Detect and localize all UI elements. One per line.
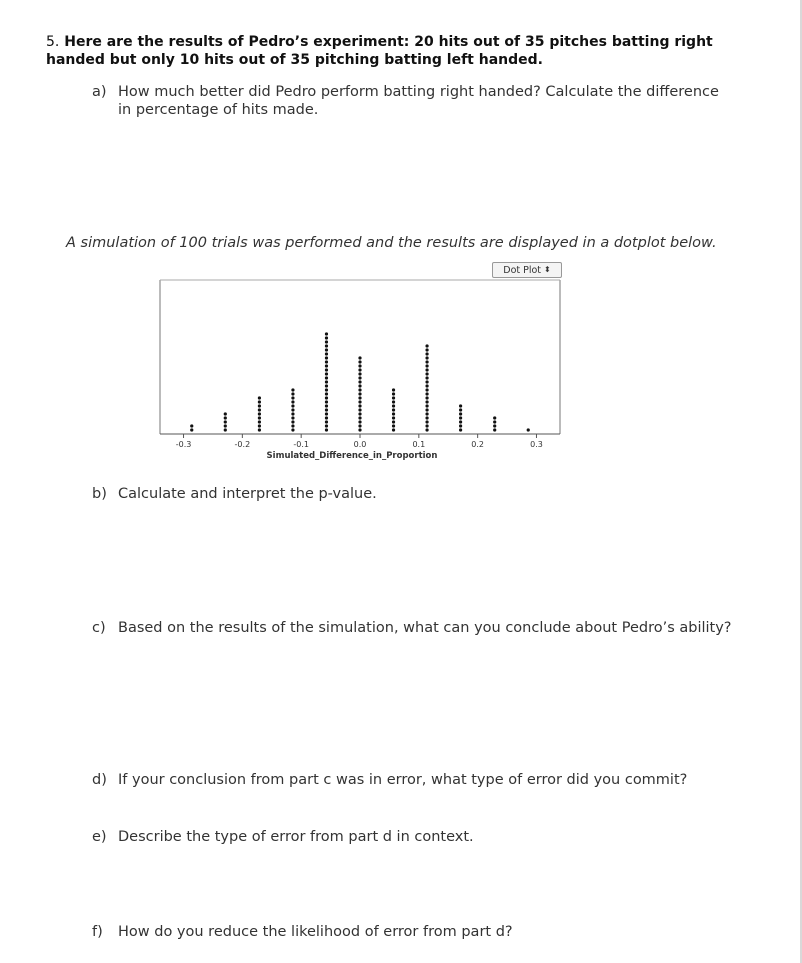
part-a xyxy=(92,83,732,119)
data-point xyxy=(358,376,361,379)
part-f-label: f) xyxy=(92,924,103,940)
part-d xyxy=(92,771,772,789)
data-point xyxy=(425,424,428,427)
data-point xyxy=(459,404,462,407)
data-point xyxy=(425,392,428,395)
x-tick-label: -0.1 xyxy=(293,440,309,449)
data-point xyxy=(392,408,395,411)
data-point xyxy=(325,428,328,431)
data-point xyxy=(527,428,530,431)
question-5-text: Here are the results of Pedro’s experiment: 20 hits out of 35 pitches batting right handed but only 10 hits out of 35 pitching batting left handed. xyxy=(46,34,713,68)
data-point xyxy=(224,424,227,427)
data-point xyxy=(291,396,294,399)
data-point xyxy=(425,408,428,411)
data-point xyxy=(493,420,496,423)
data-point xyxy=(358,420,361,423)
data-point xyxy=(425,348,428,351)
data-point xyxy=(291,412,294,415)
data-point xyxy=(425,372,428,375)
data-point xyxy=(325,356,328,359)
data-point xyxy=(358,396,361,399)
x-axis-title: Simulated_Difference_in_Proportion xyxy=(266,451,438,461)
data-point xyxy=(358,392,361,395)
data-point xyxy=(325,396,328,399)
data-point xyxy=(459,416,462,419)
data-point xyxy=(258,408,261,411)
part-f-text: How do you reduce the likelihood of error from part d? xyxy=(118,924,513,940)
data-point xyxy=(258,400,261,403)
data-point xyxy=(392,424,395,427)
data-point xyxy=(258,420,261,423)
question-5 xyxy=(46,33,766,69)
simulation-description: A simulation of 100 trials was performed and the results are displayed in a dotplot below. xyxy=(66,235,717,251)
data-point xyxy=(325,388,328,391)
data-point xyxy=(493,424,496,427)
data-point xyxy=(358,400,361,403)
data-point xyxy=(392,420,395,423)
data-point xyxy=(425,420,428,423)
data-point xyxy=(325,372,328,375)
data-point xyxy=(459,420,462,423)
part-f xyxy=(92,923,772,941)
data-point xyxy=(358,384,361,387)
x-tick-label: -0.2 xyxy=(234,440,251,449)
data-point xyxy=(392,404,395,407)
data-point xyxy=(358,360,361,363)
data-point xyxy=(358,356,361,359)
dotplot-chart xyxy=(150,262,565,477)
data-point xyxy=(425,344,428,347)
data-point xyxy=(425,428,428,431)
data-point xyxy=(358,428,361,431)
data-point xyxy=(291,400,294,403)
data-point xyxy=(459,408,462,411)
data-point xyxy=(325,380,328,383)
part-e-label: e) xyxy=(92,829,107,845)
up-down-arrows-icon: ⬍ xyxy=(544,265,551,274)
data-point xyxy=(291,416,294,419)
part-c xyxy=(92,619,742,637)
data-point xyxy=(358,416,361,419)
data-point xyxy=(459,428,462,431)
data-point xyxy=(358,364,361,367)
x-tick-label: 0.2 xyxy=(471,440,485,449)
data-point xyxy=(425,352,428,355)
part-b-text: Calculate and interpret the p-value. xyxy=(118,486,377,502)
part-d-text: If your conclusion from part c was in error, what type of error did you commit? xyxy=(118,772,688,788)
x-tick-label: 0.0 xyxy=(353,440,367,449)
data-point xyxy=(190,428,193,431)
data-point xyxy=(325,360,328,363)
data-point xyxy=(358,408,361,411)
data-point xyxy=(325,348,328,351)
data-point xyxy=(425,356,428,359)
x-tick-label: -0.3 xyxy=(175,440,192,449)
data-point xyxy=(258,404,261,407)
data-point xyxy=(425,412,428,415)
data-point xyxy=(425,380,428,383)
data-point xyxy=(425,404,428,407)
data-point xyxy=(459,412,462,415)
data-point xyxy=(425,368,428,371)
data-point xyxy=(291,404,294,407)
data-point xyxy=(425,400,428,403)
data-point xyxy=(258,424,261,427)
dotplot-figure xyxy=(150,262,565,477)
data-point xyxy=(358,368,361,371)
data-point xyxy=(459,424,462,427)
part-d-label: d) xyxy=(92,772,107,788)
data-point xyxy=(224,420,227,423)
data-point xyxy=(358,404,361,407)
part-a-text: How much better did Pedro perform batting right handed? Calculate the difference in percentage of hits made. xyxy=(118,84,719,118)
data-point xyxy=(325,352,328,355)
data-point xyxy=(325,332,328,335)
plot-type-selector[interactable] xyxy=(492,262,562,278)
data-point xyxy=(325,384,328,387)
data-point xyxy=(493,428,496,431)
data-point xyxy=(325,420,328,423)
data-point xyxy=(258,396,261,399)
data-point xyxy=(325,336,328,339)
data-point xyxy=(325,412,328,415)
data-point xyxy=(493,416,496,419)
data-point xyxy=(325,340,328,343)
data-point xyxy=(325,424,328,427)
data-point xyxy=(291,408,294,411)
data-point xyxy=(190,424,193,427)
part-c-text: Based on the results of the simulation, what can you conclude about Pedro’s ability? xyxy=(118,620,732,636)
data-point xyxy=(258,428,261,431)
plot-type-label: Dot Plot xyxy=(503,264,542,276)
data-point xyxy=(291,392,294,395)
data-point xyxy=(258,416,261,419)
data-point xyxy=(392,416,395,419)
data-point xyxy=(425,396,428,399)
question-number: 5. xyxy=(46,34,60,50)
data-point xyxy=(291,424,294,427)
data-point xyxy=(425,388,428,391)
data-point xyxy=(358,388,361,391)
data-point xyxy=(425,360,428,363)
data-point xyxy=(325,364,328,367)
data-point xyxy=(392,428,395,431)
data-point xyxy=(325,344,328,347)
data-point xyxy=(224,412,227,415)
data-point xyxy=(425,384,428,387)
data-point xyxy=(358,372,361,375)
x-tick-label: 0.3 xyxy=(530,440,543,449)
data-point xyxy=(425,376,428,379)
data-point xyxy=(325,376,328,379)
part-e-text: Describe the type of error from part d in context. xyxy=(118,829,474,845)
part-e xyxy=(92,828,772,846)
data-point xyxy=(325,408,328,411)
data-point xyxy=(358,380,361,383)
part-b-label: b) xyxy=(92,486,107,502)
data-point xyxy=(258,412,261,415)
x-tick-label: 0.1 xyxy=(412,440,426,449)
data-point xyxy=(392,392,395,395)
data-point xyxy=(392,388,395,391)
data-point xyxy=(224,428,227,431)
data-point xyxy=(291,388,294,391)
part-c-label: c) xyxy=(92,620,106,636)
data-point xyxy=(291,428,294,431)
data-point xyxy=(358,412,361,415)
data-point xyxy=(291,420,294,423)
data-point xyxy=(325,404,328,407)
data-point xyxy=(325,368,328,371)
part-b xyxy=(92,485,732,503)
data-point xyxy=(224,416,227,419)
data-point xyxy=(425,364,428,367)
part-a-label: a) xyxy=(92,84,107,100)
data-point xyxy=(392,396,395,399)
data-point xyxy=(325,416,328,419)
data-point xyxy=(425,416,428,419)
data-point xyxy=(325,400,328,403)
data-point xyxy=(358,424,361,427)
data-point xyxy=(392,400,395,403)
data-point xyxy=(392,412,395,415)
data-point xyxy=(325,392,328,395)
